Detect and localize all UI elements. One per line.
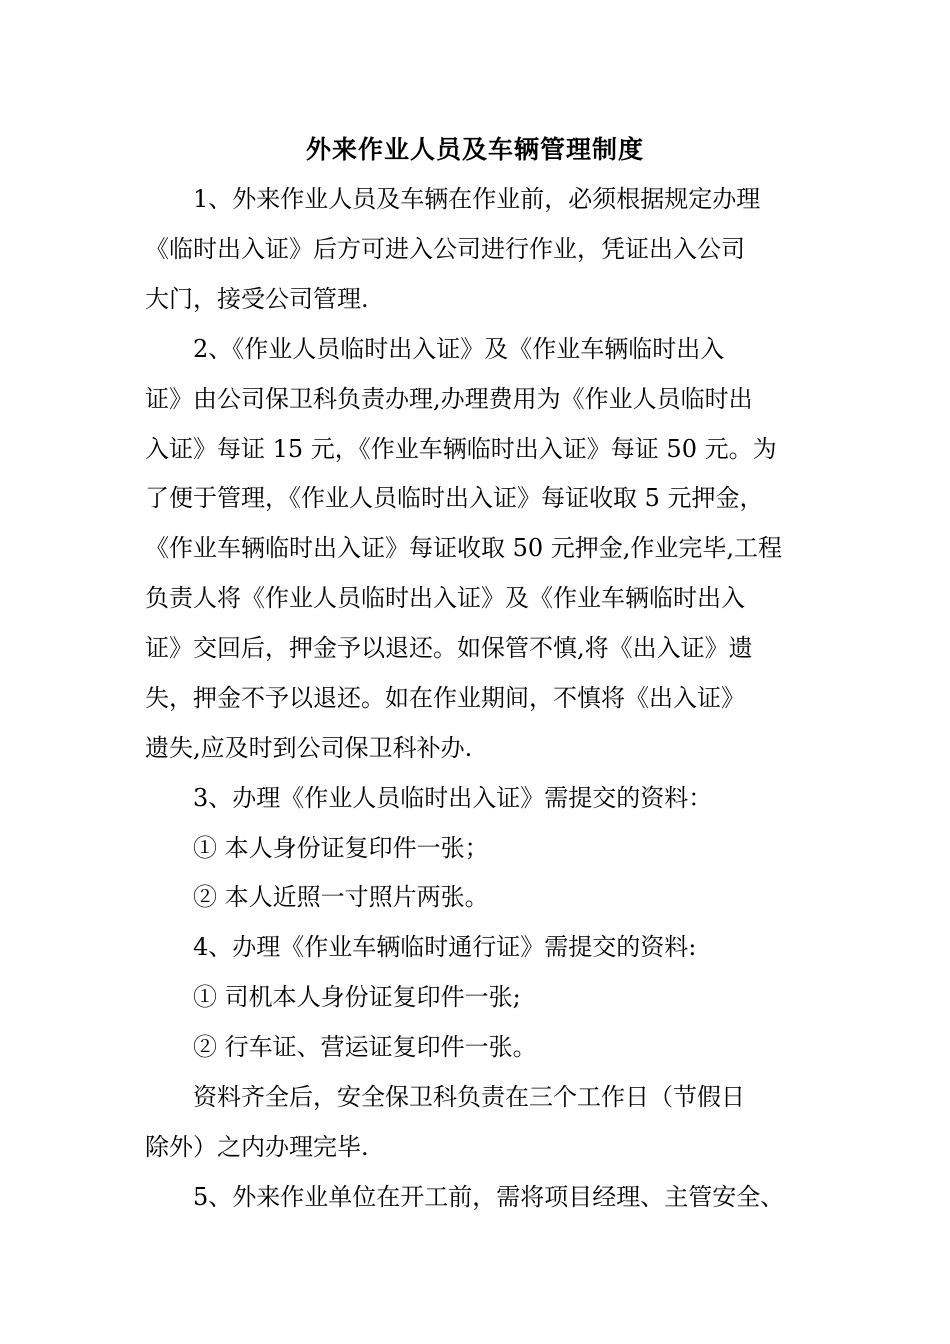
paragraph-line: 了便于管理，《作业人员临时出入证》每证收取 5 元押金， [145, 484, 764, 512]
document-title: 外来作业人员及车辆管理制度 [305, 135, 644, 164]
paragraph-line: 3、办理《作业人员临时出入证》需提交的资料： [193, 784, 713, 812]
paragraph-line: 大门，接受公司管理. [145, 285, 369, 313]
paragraph-line: 证》由公司保卫科负责办理,办理费用为《作业人员临时出 [145, 385, 753, 413]
paragraph-line: 失，押金不予以退还。如在作业期间，不慎将《出入证》 [145, 684, 745, 712]
paragraph-line: 5、外来作业单位在开工前，需将项目经理、主管安全、 [193, 1183, 785, 1211]
paragraph-line: 《作业车辆临时出入证》每证收取 50 元押金,作业完毕,工程 [145, 534, 783, 562]
paragraph-line: 负责人将《作业人员临时出入证》及《作业车辆临时出入 [145, 584, 745, 612]
paragraph-line: 1、外来作业人员及车辆在作业前，必须根据规定办理 [193, 185, 761, 213]
list-item: ② 行车证、营运证复印件一张。 [193, 1033, 537, 1061]
paragraph-line: 资料齐全后，安全保卫科负责在三个工作日（节假日 [193, 1083, 745, 1111]
list-item: ① 司机本人身份证复印件一张; [193, 983, 521, 1011]
list-item: ② 本人近照一寸照片两张。 [193, 883, 489, 911]
paragraph-line: 证》交回后，押金予以退还。如保管不慎,将《出入证》遗 [145, 634, 753, 662]
paragraph-line: 4、办理《作业车辆临时通行证》需提交的资料: [193, 933, 697, 961]
paragraph-line: 2、《作业人员临时出入证》及《作业车辆临时出入 [193, 335, 725, 363]
paragraph-line: 《临时出入证》后方可进入公司进行作业，凭证出入公司 [145, 235, 745, 263]
paragraph-line: 遗失,应及时到公司保卫科补办. [145, 734, 473, 762]
paragraph-line: 除外）之内办理完毕. [145, 1133, 369, 1161]
list-item: ① 本人身份证复印件一张； [193, 834, 489, 862]
paragraph-line: 入证》每证 15 元，《作业车辆临时出入证》每证 50 元。为 [145, 435, 777, 463]
